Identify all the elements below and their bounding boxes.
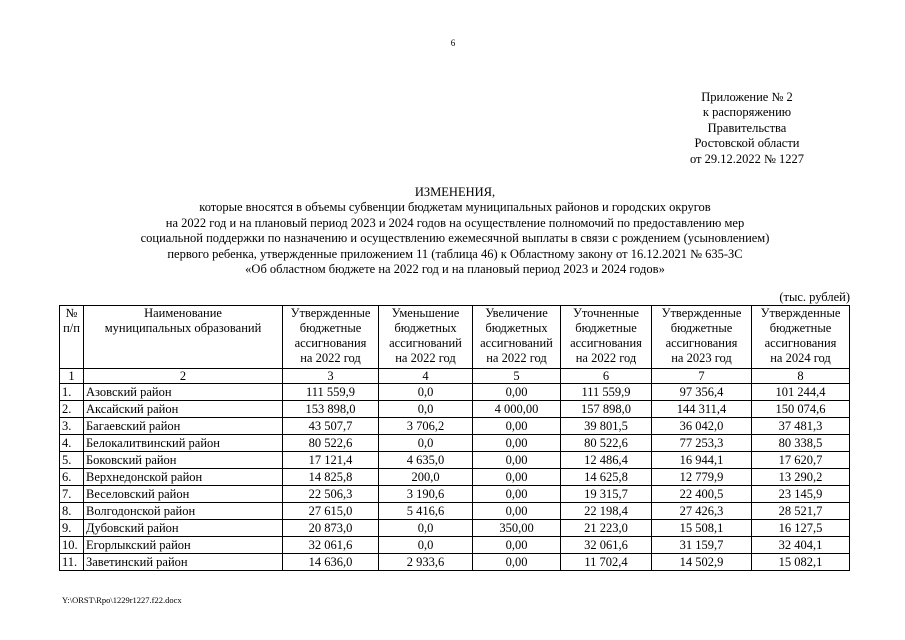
row-number-cell: 9.: [60, 520, 84, 537]
approved-2022-cell: 32 061,6: [283, 537, 379, 554]
row-number-cell: 8.: [60, 503, 84, 520]
approved-2024-cell: 32 404,1: [752, 537, 850, 554]
column-header-line: ассигнований: [480, 336, 553, 350]
decrease-2022-cell: 5 416,6: [379, 503, 473, 520]
approved-2024-cell: 28 521,7: [752, 503, 850, 520]
appendix-line: Правительства: [707, 120, 787, 135]
subvention-table: [59, 305, 850, 571]
column-header-line: Уточненные: [573, 306, 639, 320]
increase-2022-cell: 0,00: [473, 435, 561, 452]
row-number-cell: 11.: [60, 554, 84, 571]
increase-2022-cell: 0,00: [473, 554, 561, 571]
decrease-2022-cell: 0,0: [379, 384, 473, 401]
table-row: [60, 435, 850, 452]
row-number-cell: 5.: [60, 452, 84, 469]
appendix-block: [662, 90, 832, 167]
table-row: [60, 384, 850, 401]
decrease-2022-cell: 200,0: [379, 469, 473, 486]
decrease-2022-cell: 4 635,0: [379, 452, 473, 469]
decrease-2022-cell: 2 933,6: [379, 554, 473, 571]
column-header-line: п/п: [63, 321, 80, 335]
column-number-cell: 2: [84, 369, 283, 384]
column-number-cell: 7: [652, 369, 752, 384]
increase-2022-cell: 4 000,00: [473, 401, 561, 418]
adjusted-2022-cell: 32 061,6: [561, 537, 652, 554]
approved-2022-cell: 14 636,0: [283, 554, 379, 571]
adjusted-2022-cell: 22 198,4: [561, 503, 652, 520]
title-line: на 2022 год и на плановый период 2023 и 2024 годов на осуществление полномочий по предоставлению мер: [165, 215, 745, 230]
row-number-cell: 1.: [60, 384, 84, 401]
table-row: [60, 452, 850, 469]
column-header-line: Утвержденные: [661, 306, 742, 320]
decrease-2022-cell: 0,0: [379, 537, 473, 554]
district-name-cell: Егорлыкский район: [84, 537, 283, 554]
adjusted-2022-cell: 111 559,9: [561, 384, 652, 401]
column-header-line: №: [65, 306, 78, 320]
units-label: (тыс. рублей): [779, 290, 850, 304]
table-row: [60, 520, 850, 537]
approved-2022-cell: 14 825,8: [283, 469, 379, 486]
title-line: которые вносятся в объемы субвенции бюджетам муниципальных районов и городских округов: [199, 200, 711, 215]
column-header: [283, 306, 379, 369]
column-header-line: бюджетные: [299, 321, 362, 335]
decrease-2022-cell: 0,0: [379, 401, 473, 418]
row-number-cell: 2.: [60, 401, 84, 418]
column-header-line: Увеличение: [485, 306, 548, 320]
appendix-line: от 29.12.2022 № 1227: [689, 151, 805, 166]
row-number-cell: 3.: [60, 418, 84, 435]
decrease-2022-cell: 0,0: [379, 520, 473, 537]
table-row: [60, 554, 850, 571]
approved-2023-cell: 27 426,3: [652, 503, 752, 520]
approved-2023-cell: 12 779,9: [652, 469, 752, 486]
column-header-line: бюджетных: [485, 321, 548, 335]
approved-2024-cell: 17 620,7: [752, 452, 850, 469]
table-row: [60, 486, 850, 503]
column-header-line: бюджетные: [769, 321, 832, 335]
district-name-cell: Веселовский район: [84, 486, 283, 503]
district-name-cell: Аксайский район: [84, 401, 283, 418]
district-name-cell: Заветинский район: [84, 554, 283, 571]
column-header-line: бюджетные: [575, 321, 637, 335]
approved-2023-cell: 22 400,5: [652, 486, 752, 503]
table-row: [60, 418, 850, 435]
column-number-cell: 5: [473, 369, 561, 384]
title-line: социальной поддержки по назначению и осуществлению ежемесячной выплаты в связи с рождением (усыновлением): [140, 231, 770, 246]
increase-2022-cell: 350,00: [473, 520, 561, 537]
adjusted-2022-cell: 39 801,5: [561, 418, 652, 435]
increase-2022-cell: 0,00: [473, 384, 561, 401]
district-name-cell: Дубовский район: [84, 520, 283, 537]
column-number-cell: 3: [283, 369, 379, 384]
approved-2024-cell: 15 082,1: [752, 554, 850, 571]
column-header: [473, 306, 561, 369]
row-number-cell: 4.: [60, 435, 84, 452]
row-number-cell: 7.: [60, 486, 84, 503]
column-header-line: на 2022 год: [300, 351, 361, 365]
approved-2023-cell: 36 042,0: [652, 418, 752, 435]
appendix-line: Ростовской области: [694, 136, 800, 151]
approved-2024-cell: 80 338,5: [752, 435, 850, 452]
column-header-line: бюджетных: [394, 321, 457, 335]
approved-2023-cell: 144 311,4: [652, 401, 752, 418]
column-header: [84, 306, 283, 369]
increase-2022-cell: 0,00: [473, 469, 561, 486]
row-number-cell: 6.: [60, 469, 84, 486]
decrease-2022-cell: 0,0: [379, 435, 473, 452]
district-name-cell: Белокалитвинский район: [84, 435, 283, 452]
approved-2022-cell: 20 873,0: [283, 520, 379, 537]
adjusted-2022-cell: 12 486,4: [561, 452, 652, 469]
table-row: [60, 537, 850, 554]
table-header-row: [60, 306, 850, 369]
column-header-line: ассигнований: [389, 336, 462, 350]
column-number-cell: 6: [561, 369, 652, 384]
column-header-line: муниципальных образований: [104, 321, 262, 335]
approved-2022-cell: 111 559,9: [283, 384, 379, 401]
approved-2023-cell: 77 253,3: [652, 435, 752, 452]
title-line: «Об областном бюджете на 2022 год и на плановый период 2023 и 2024 годов»: [245, 262, 665, 277]
approved-2024-cell: 23 145,9: [752, 486, 850, 503]
increase-2022-cell: 0,00: [473, 486, 561, 503]
approved-2024-cell: 101 244,4: [752, 384, 850, 401]
approved-2022-cell: 22 506,3: [283, 486, 379, 503]
approved-2023-cell: 31 159,7: [652, 537, 752, 554]
district-name-cell: Багаевский район: [84, 418, 283, 435]
column-header: [379, 306, 473, 369]
approved-2022-cell: 27 615,0: [283, 503, 379, 520]
adjusted-2022-cell: 157 898,0: [561, 401, 652, 418]
increase-2022-cell: 0,00: [473, 503, 561, 520]
column-header-line: Утвержденные: [290, 306, 371, 320]
table-row: [60, 503, 850, 520]
title-line: первого ребенка, утвержденные приложением 11 (таблица 46) к Областному закону от 16.12.2021 № 635-ЗС: [167, 246, 743, 261]
district-name-cell: Азовский район: [84, 384, 283, 401]
approved-2022-cell: 80 522,6: [283, 435, 379, 452]
increase-2022-cell: 0,00: [473, 418, 561, 435]
title-heading: ИЗМЕНЕНИЯ,: [414, 185, 496, 199]
column-header: [561, 306, 652, 369]
approved-2024-cell: 37 481,3: [752, 418, 850, 435]
column-header-line: Наименование: [144, 306, 222, 320]
approved-2023-cell: 15 508,1: [652, 520, 752, 537]
table-row: [60, 469, 850, 486]
column-header: [752, 306, 850, 369]
approved-2023-cell: 14 502,9: [652, 554, 752, 571]
document-title: [60, 185, 850, 277]
column-header-line: ассигнования: [764, 336, 837, 350]
column-header-line: на 2022 год: [395, 351, 456, 365]
column-header-line: бюджетные: [670, 321, 733, 335]
page-number: 6: [450, 38, 456, 48]
approved-2024-cell: 150 074,6: [752, 401, 850, 418]
column-header-line: на 2022 год: [486, 351, 547, 365]
increase-2022-cell: 0,00: [473, 452, 561, 469]
adjusted-2022-cell: 21 223,0: [561, 520, 652, 537]
adjusted-2022-cell: 19 315,7: [561, 486, 652, 503]
approved-2022-cell: 43 507,7: [283, 418, 379, 435]
adjusted-2022-cell: 11 702,4: [561, 554, 652, 571]
appendix-line: Приложение № 2: [701, 90, 793, 104]
table-row: [60, 401, 850, 418]
approved-2022-cell: 17 121,4: [283, 452, 379, 469]
column-header-line: Уменьшение: [391, 306, 460, 320]
column-number-cell: 1: [60, 369, 84, 384]
district-name-cell: Верхнедонской район: [84, 469, 283, 486]
column-header-line: на 2024 год: [770, 351, 831, 365]
district-name-cell: Волгодонской район: [84, 503, 283, 520]
appendix-line: к распоряжению: [702, 105, 792, 120]
increase-2022-cell: 0,00: [473, 537, 561, 554]
adjusted-2022-cell: 80 522,6: [561, 435, 652, 452]
column-header-line: ассигнования: [570, 336, 642, 350]
approved-2022-cell: 153 898,0: [283, 401, 379, 418]
column-number-cell: 4: [379, 369, 473, 384]
row-number-cell: 10.: [60, 537, 84, 554]
approved-2024-cell: 16 127,5: [752, 520, 850, 537]
column-header-line: ассигнования: [294, 336, 367, 350]
column-header: [652, 306, 752, 369]
district-name-cell: Боковский район: [84, 452, 283, 469]
column-number-cell: 8: [752, 369, 850, 384]
decrease-2022-cell: 3 706,2: [379, 418, 473, 435]
column-header-line: ассигнования: [665, 336, 738, 350]
adjusted-2022-cell: 14 625,8: [561, 469, 652, 486]
column-header-line: на 2022 год: [575, 351, 637, 365]
column-header-line: на 2023 год: [671, 351, 732, 365]
approved-2024-cell: 13 290,2: [752, 469, 850, 486]
file-path-footer: Y:\ORST\Rpo\1229r1227.f22.docx: [62, 595, 182, 605]
decrease-2022-cell: 3 190,6: [379, 486, 473, 503]
column-number-row: [60, 369, 850, 384]
column-header-line: Утвержденные: [760, 306, 841, 320]
approved-2023-cell: 16 944,1: [652, 452, 752, 469]
column-header: [60, 306, 84, 369]
approved-2023-cell: 97 356,4: [652, 384, 752, 401]
